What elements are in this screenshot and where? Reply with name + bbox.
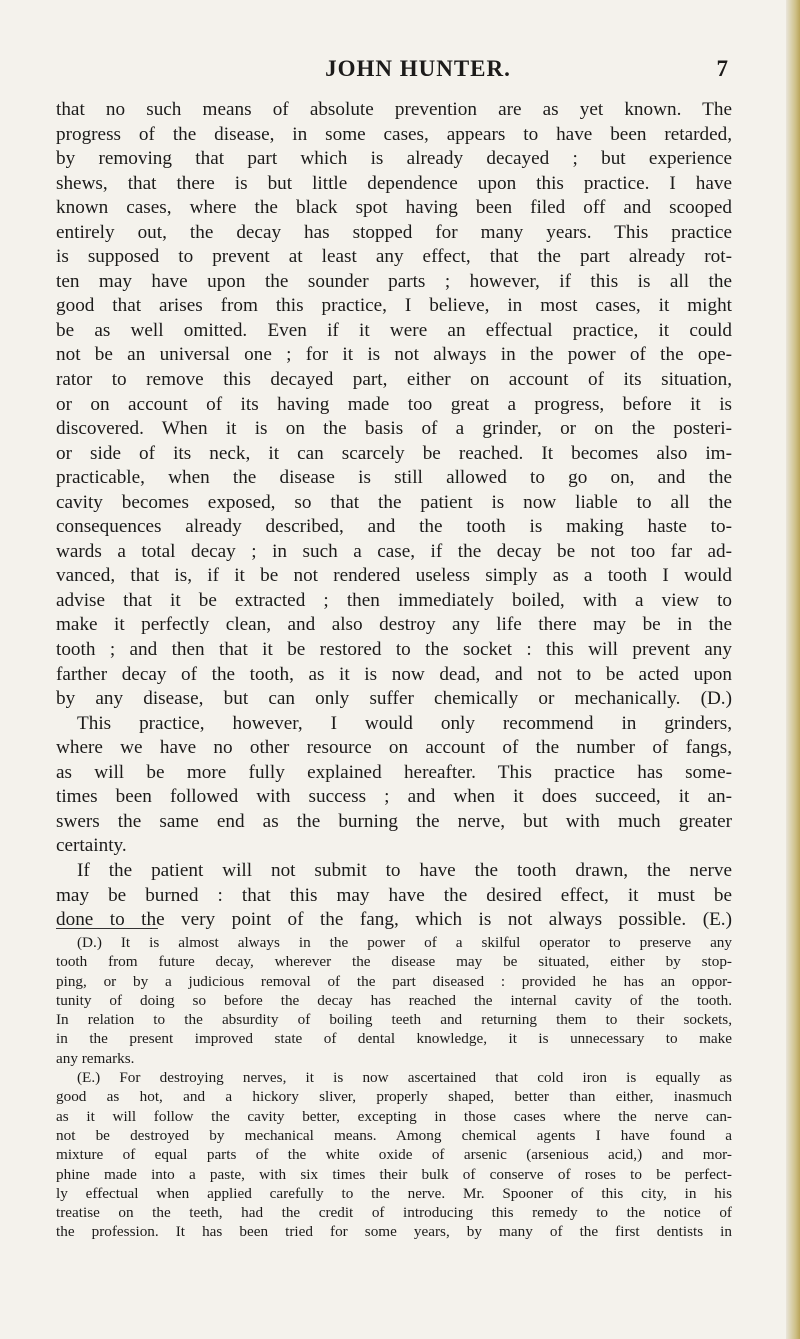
body-line: done to the very point of the fang, which is not always possible. (E.)	[56, 909, 732, 931]
footnote-line: tooth from future decay, wherever the disease may be situated, either by stop-	[56, 953, 732, 971]
body-line: farther decay of the tooth, as it is now dead, and not to be acted upon	[56, 663, 732, 685]
page-edge	[786, 0, 800, 1339]
footnote-line: in the present improved state of dental knowledge, it is unnecessary to make	[56, 1030, 732, 1048]
footnote-line: In relation to the absurdity of boiling teeth and returning them to their sockets,	[56, 1011, 732, 1029]
body-line: wards a total decay ; in such a case, if the decay be not too far ad-	[56, 540, 732, 562]
footnote-line: mixture of equal parts of the white oxide of arsenic (arsenious acid,) and mor-	[56, 1146, 732, 1164]
body-line: rator to remove this decayed part, either on account of its situation,	[56, 369, 732, 391]
footnote-divider	[56, 928, 158, 929]
body-line: known cases, where the black spot having been filed off and scooped	[56, 197, 732, 219]
body-line: times been followed with success ; and when it does succeed, it an-	[56, 786, 732, 808]
footnote-line: (D.) It is almost always in the power of a skilful operator to preserve any	[77, 934, 732, 951]
body-line: shews, that there is but little dependence upon this practice. I have	[56, 172, 732, 194]
footnote-line: phine made into a paste, with six times their bulk of conserve of roses to be perfect-	[56, 1165, 732, 1183]
body-line: advise that it be extracted ; then immediately boiled, with a view to	[56, 589, 732, 611]
body-line: as will be more fully explained hereafter. This practice has some-	[56, 761, 732, 783]
body-line: not be an universal one ; for it is not always in the power of the ope-	[56, 344, 732, 366]
body-line: consequences already described, and the tooth is making haste to-	[56, 516, 732, 538]
body-line: certainty.	[56, 835, 127, 857]
footnote-line: treatise on the teeth, had the credit of introducing this remedy to the notice of	[56, 1204, 732, 1222]
body-line: good that arises from this practice, I believe, in most cases, it might	[56, 295, 732, 317]
body-line: tooth ; and then that it be restored to the socket : this will prevent any	[56, 639, 732, 661]
footnote-line: (E.) For destroying nerves, it is now ascertained that cold iron is equally as	[77, 1069, 732, 1087]
body-line: or on account of its having made too great a progress, before it is	[56, 393, 732, 415]
footnotes	[56, 933, 732, 1242]
running-head: JOHN HUNTER.	[325, 56, 511, 81]
body-line: or side of its neck, it can scarcely be reached. It becomes also im-	[56, 442, 732, 464]
body-line: by removing that part which is already decayed ; but experience	[56, 148, 732, 170]
body-line: by any disease, but can only suffer chemically or mechanically. (D.)	[56, 688, 732, 710]
body-line: discovered. When it is on the basis of a grinder, or on the posteri-	[56, 418, 732, 440]
footnote-line: not be destroyed by mechanical means. Among chemical agents I have found a	[56, 1126, 732, 1144]
body-line: that no such means of absolute prevention are as yet known. The	[56, 99, 732, 120]
footnote-line: tunity of doing so before the decay has reached the internal cavity of the tooth.	[56, 991, 732, 1009]
body-line: ten may have upon the sounder parts ; however, if this is all the	[56, 270, 732, 292]
body-line: practicable, when the disease is still allowed to go on, and the	[56, 467, 732, 489]
footnote-line: good as hot, and a hickory sliver, properly shaped, better than either, inasmuch	[56, 1088, 732, 1106]
body-line: If the patient will not submit to have the tooth drawn, the nerve	[77, 859, 732, 881]
page-header	[0, 48, 800, 88]
footnote-line: as it will follow the cavity better, excepting in those cases where the nerve can-	[56, 1107, 732, 1125]
body-line: entirely out, the decay has stopped for many years. This practice	[56, 221, 732, 243]
body-line: make it perfectly clean, and also destroy any life there may be in the	[56, 614, 732, 636]
body-line: where we have no other resource on account of the number of fangs,	[56, 737, 732, 759]
footnote-line: ping, or by a judicious removal of the part diseased : provided he has an oppor-	[56, 972, 732, 990]
body-text	[56, 98, 732, 933]
footnote-line: any remarks.	[56, 1049, 135, 1067]
footnote-line: ly effectual when applied carefully to the nerve. Mr. Spooner of this city, in his	[56, 1184, 732, 1202]
footnote-line: the profession. It has been tried for some years, by many of the first dentists in	[56, 1223, 732, 1241]
body-line: be as well omitted. Even if it were an effectual practice, it could	[56, 319, 732, 341]
body-line: swers the same end as the burning the nerve, but with much greater	[56, 810, 732, 832]
page-number: 7	[716, 56, 728, 81]
body-line: cavity becomes exposed, so that the patient is now liable to all the	[56, 491, 732, 513]
body-line: may be burned : that this may have the desired effect, it must be	[56, 884, 732, 906]
body-line: This practice, however, I would only recommend in grinders,	[77, 712, 732, 734]
body-line: progress of the disease, in some cases, appears to have been retarded,	[56, 123, 732, 145]
body-line: vanced, that is, if it be not rendered useless simply as a tooth I would	[56, 565, 732, 587]
body-line: is supposed to prevent at least any effect, that the part already rot-	[56, 246, 732, 268]
